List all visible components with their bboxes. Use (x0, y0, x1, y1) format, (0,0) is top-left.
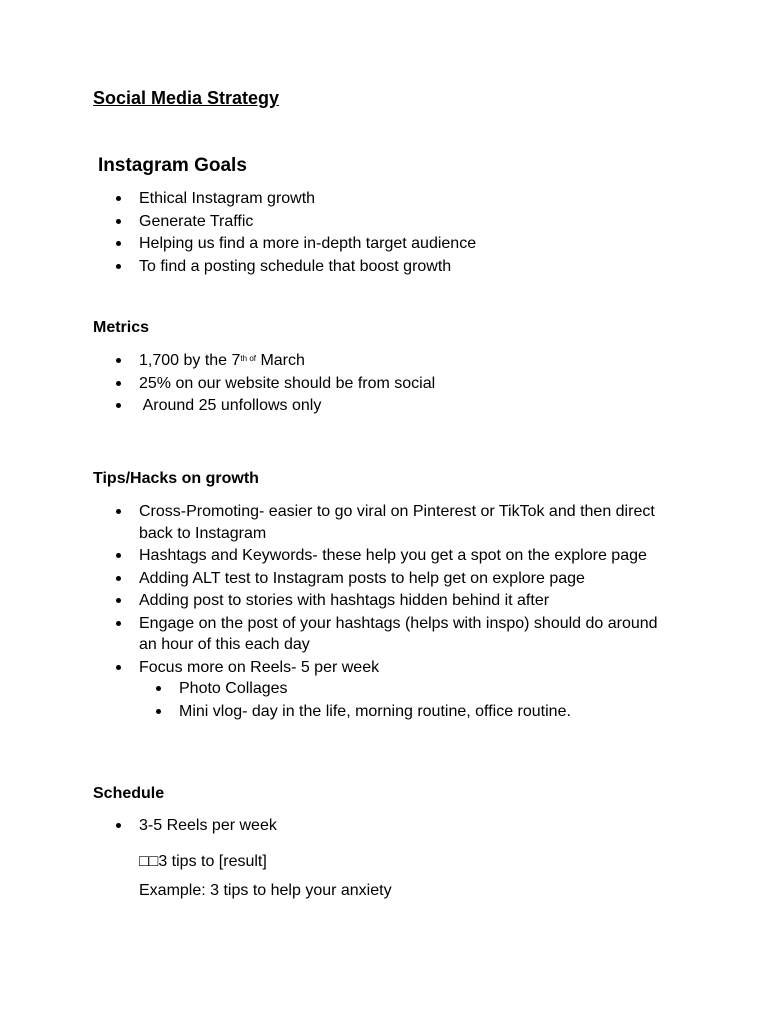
bullet-icon (116, 509, 121, 514)
schedule-template-line: □□3 tips to [result] (139, 853, 267, 870)
bullet-icon (116, 219, 121, 224)
bullet-icon (116, 823, 121, 828)
bullet-icon (156, 709, 161, 714)
list-item: 25% on our website should be from social (0, 373, 768, 395)
bullet-icon (116, 553, 121, 558)
list-item: Helping us find a more in-depth target audience (0, 233, 768, 255)
tips-heading: Tips/Hacks on growth (93, 470, 259, 487)
schedule-heading: Schedule (93, 785, 165, 802)
bullet-icon (116, 621, 121, 626)
bullet-icon (116, 264, 121, 269)
bullet-icon (156, 686, 161, 691)
bullet-icon (116, 358, 121, 363)
list-item: Cross-Promoting- easier to go viral on Pinterest or TikTok and then direct back to Instagram (0, 501, 768, 544)
bullet-icon (116, 665, 121, 670)
list-item: To find a posting schedule that boost growth (0, 256, 768, 278)
metrics-list (0, 350, 768, 418)
document-title: Social Media Strategy (93, 88, 280, 108)
list-item: 1,700 by the $7^{th of}$ March (0, 350, 768, 372)
list-item: 3-5 Reels per week (0, 815, 768, 837)
bullet-icon (116, 241, 121, 246)
tips-list (0, 501, 768, 723)
schedule-example-line: Example: 3 tips to help your anxiety (139, 882, 392, 899)
reels-sub-list (139, 678, 678, 722)
list-item: Photo Collages (139, 678, 678, 700)
bullet-icon (116, 381, 121, 386)
bullet-icon (116, 598, 121, 603)
list-item: Hashtags and Keywords- these help you get a spot on the explore page (0, 545, 768, 567)
list-item: Engage on the post of your hashtags (helps with inspo) should do around an hour of this each day (0, 613, 768, 656)
list-item: Mini vlog- day in the life, morning routine, office routine. (139, 701, 678, 723)
bullet-icon (116, 196, 121, 201)
list-item: Ethical Instagram growth (0, 188, 768, 210)
metrics-heading: Metrics (93, 319, 150, 336)
bullet-icon (116, 403, 121, 408)
list-item: Adding ALT test to Instagram posts to help get on explore page (0, 568, 768, 590)
schedule-list (0, 815, 768, 838)
instagram-goals-heading: Instagram Goals (98, 155, 247, 176)
list-item: Focus more on Reels- 5 per week Photo Collages Mini vlog- day in the life, morning routine, office routine. (0, 657, 768, 723)
list-item: Around 25 unfollows only (0, 395, 768, 417)
instagram-goals-list (0, 188, 768, 278)
bullet-icon (116, 576, 121, 581)
list-item: Generate Traffic (0, 211, 768, 233)
list-item: Adding post to stories with hashtags hidden behind it after (0, 590, 768, 612)
